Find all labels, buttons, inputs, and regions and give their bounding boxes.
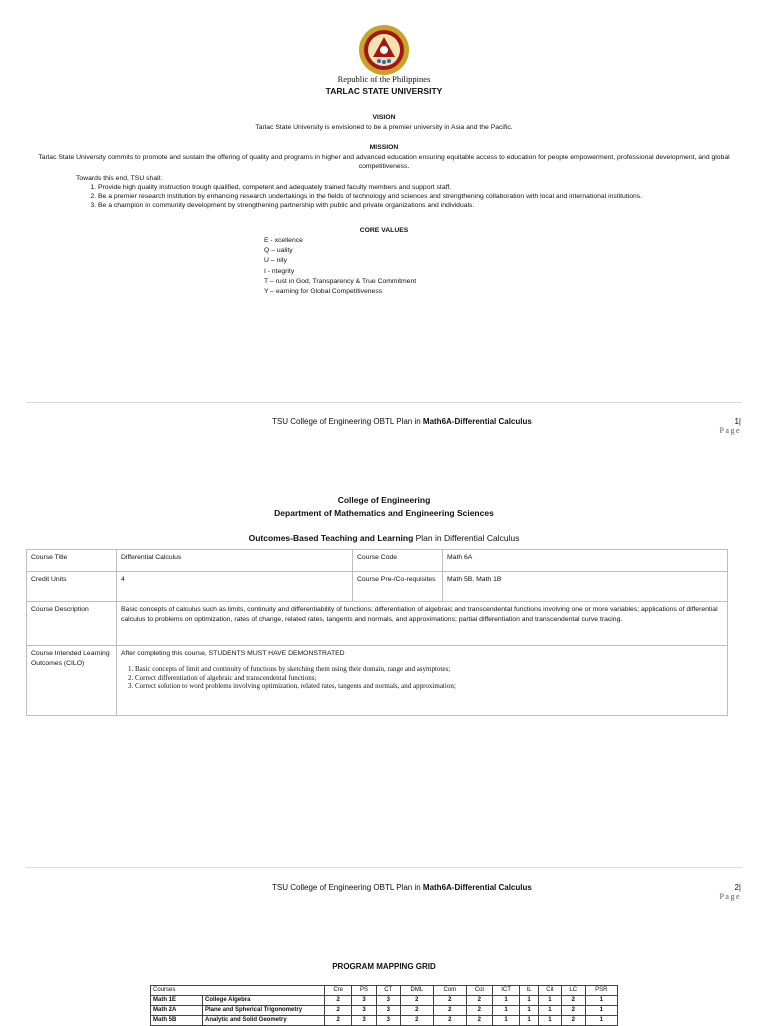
program-mapping-table <box>150 985 618 1026</box>
column-header: Courses <box>151 986 325 996</box>
mission-item: 2. Be a premier research institution by enhancing research undertakings in the fields of technology and sciences and strengthening collaboration with local and international institutions. <box>98 192 736 201</box>
column-header: Com <box>433 986 466 996</box>
table-row <box>27 646 728 716</box>
table-cell: 2 <box>466 1006 492 1016</box>
table-cell: 2 <box>400 1016 433 1026</box>
table-cell: 1 <box>520 1016 539 1026</box>
footer-prefix: TSU College of Engineering OBTL Plan in <box>272 883 423 892</box>
table-cell: 2 <box>325 1016 352 1026</box>
table-cell: 1 <box>538 1016 561 1026</box>
vision-text: Tarlac State University is envisioned to be a premier university in Asia and the Pacific. <box>255 124 513 131</box>
prereq-value: Math 5B, Math 1B <box>443 572 728 602</box>
column-header: LC <box>561 986 585 996</box>
mission-item: 3. Be a champion in community development by strengthening partnership with public and private organizations and individuals. <box>98 201 736 210</box>
plan-title-rest: Plan in Differential Calculus <box>413 533 520 543</box>
page-divider <box>26 867 742 868</box>
course-code-value: Math 6A <box>443 550 728 572</box>
core-value-item: Q – uality <box>264 247 293 255</box>
mission-intro: Towards this end, TSU shall: <box>76 175 163 182</box>
plan-title-bold: Outcomes-Based Teaching and Learning <box>248 533 414 543</box>
mission-text: Tarlac State University commits to promote and sustain the offering of quality and programs in higher and advanced education ensuring equitable access to education for people empowerment, professional development, and global competitiveness. <box>38 154 730 170</box>
table-cell: Math 2A <box>151 1006 203 1016</box>
table-cell: 3 <box>376 996 400 1006</box>
course-title-value: Differential Calculus <box>117 550 353 572</box>
table-cell: 1 <box>585 1016 617 1026</box>
cilo-label: Course Intended Learning Outcomes (CILO) <box>27 646 117 716</box>
course-info-table <box>26 549 728 716</box>
table-cell: 2 <box>466 1016 492 1026</box>
table-cell: 2 <box>325 996 352 1006</box>
table-cell: 3 <box>376 1006 400 1016</box>
table-row <box>151 996 618 1006</box>
table-cell: 2 <box>433 1006 466 1016</box>
table-cell: 1 <box>585 996 617 1006</box>
table-cell: 2 <box>561 1016 585 1026</box>
table-cell: 1 <box>492 1016 519 1026</box>
footer-course: Math6A-Differential Calculus <box>422 883 532 892</box>
column-header: Cit <box>538 986 561 996</box>
course-code-label: Course Code <box>353 550 443 572</box>
credit-units-value: 4 <box>117 572 353 602</box>
table-row <box>27 550 728 572</box>
table-cell: College Algebra <box>203 996 325 1006</box>
page-number-value: 2| <box>734 883 741 892</box>
table-cell: 3 <box>376 1016 400 1026</box>
table-cell: Math 1E <box>151 996 203 1006</box>
page-divider <box>26 402 742 403</box>
footer-title <box>272 883 532 892</box>
footer-title <box>272 417 532 426</box>
core-value-item: E - xcellence <box>264 237 303 244</box>
column-header: ICT <box>492 986 519 996</box>
column-header: CT <box>376 986 400 996</box>
table-cell: Analytic and Solid Geometry <box>203 1016 325 1026</box>
core-value-item: U – nity <box>264 257 288 265</box>
description-value: Basic concepts of calculus such as limits, continuity and differentiability of functions; differentiation of algebraic and transcendental functions involving one or more variables; applications of differential calculus to problems on optimization, rates of change, related rates, tangents and normals, and approximations; partial differentiation and transcendental curve tracing. <box>117 602 728 646</box>
mission-list <box>76 174 736 210</box>
table-cell: 2 <box>466 996 492 1006</box>
table-row <box>27 602 728 646</box>
table-cell: 1 <box>585 1006 617 1016</box>
column-header: PSR <box>585 986 617 996</box>
university-name: TARLAC STATE UNIVERSITY <box>325 86 443 96</box>
page-number <box>719 883 741 901</box>
university-seal-icon <box>358 24 410 76</box>
table-cell: 2 <box>400 1006 433 1016</box>
core-values-heading: CORE VALUES <box>359 227 409 234</box>
cilo-item: 2. Correct differentiation of algebraic and transcendental functions; <box>135 674 723 683</box>
mission-item: 1. Provide high quality instruction trough qualified, competent and adequately trained faculty members and support staff. <box>98 183 736 192</box>
table-cell: 1 <box>520 996 539 1006</box>
table-cell: 2 <box>433 996 466 1006</box>
description-label: Course Description <box>27 602 117 646</box>
column-header: IL <box>520 986 539 996</box>
table-cell: 1 <box>492 1006 519 1016</box>
course-title-label: Course Title <box>27 550 117 572</box>
mapping-heading: PROGRAM MAPPING GRID <box>332 962 436 971</box>
core-value-item: Y – earning for Global Competitiveness <box>264 288 383 296</box>
table-cell: 2 <box>561 996 585 1006</box>
credit-units-label: Credit Units <box>27 572 117 602</box>
table-cell: 3 <box>352 1006 376 1016</box>
plan-title <box>0 533 768 543</box>
column-header: PS <box>352 986 376 996</box>
page-label: Page <box>719 426 741 435</box>
table-cell: 3 <box>352 996 376 1006</box>
core-value-item: I - ntegrity <box>264 267 295 275</box>
page-number <box>719 417 741 435</box>
table-cell: 2 <box>325 1006 352 1016</box>
table-cell: 2 <box>561 1006 585 1016</box>
department-name: Department of Mathematics and Engineering Sciences <box>274 508 494 518</box>
core-value-item: T – rust in God, Transparency & True Commitment <box>264 277 417 285</box>
table-cell: 1 <box>520 1006 539 1016</box>
cilo-item: 1. Basic concepts of limit and continuity of functions by sketching them using their domain, range and asymptotes; <box>135 665 723 674</box>
footer-course: Math6A-Differential Calculus <box>422 417 532 426</box>
column-header: Cre <box>325 986 352 996</box>
cilo-value <box>117 646 728 716</box>
table-cell: 2 <box>433 1016 466 1026</box>
table-row <box>151 1006 618 1016</box>
footer-prefix: TSU College of Engineering OBTL Plan in <box>272 417 423 426</box>
table-row <box>151 1016 618 1026</box>
prereq-label: Course Pre-/Co-requisites <box>353 572 443 602</box>
core-values-list <box>264 236 564 297</box>
table-cell: 3 <box>352 1016 376 1026</box>
college-name: College of Engineering <box>337 495 431 505</box>
cilo-intro: After completing this course, STUDENTS MUST HAVE DEMONSTRATED <box>121 650 345 657</box>
table-header-row <box>151 986 618 996</box>
page-label: Page <box>719 892 741 901</box>
table-cell: Plane and Spherical Trigonometry <box>203 1006 325 1016</box>
table-cell: 1 <box>492 996 519 1006</box>
table-cell: 1 <box>538 996 561 1006</box>
column-header: Col <box>466 986 492 996</box>
republic-line: Republic of the Philippines <box>337 74 431 84</box>
column-header: DML <box>400 986 433 996</box>
cilo-item: 3. Correct solution to word problems involving optimization, related rates, tangents and normals, and approximation; <box>135 682 723 691</box>
table-cell: 1 <box>538 1006 561 1016</box>
page-number-value: 1| <box>734 417 741 426</box>
table-cell: 2 <box>400 996 433 1006</box>
vision-heading: VISION <box>372 114 396 121</box>
table-cell: Math 5B <box>151 1016 203 1026</box>
mission-heading: MISSION <box>369 144 399 151</box>
table-row <box>27 572 728 602</box>
